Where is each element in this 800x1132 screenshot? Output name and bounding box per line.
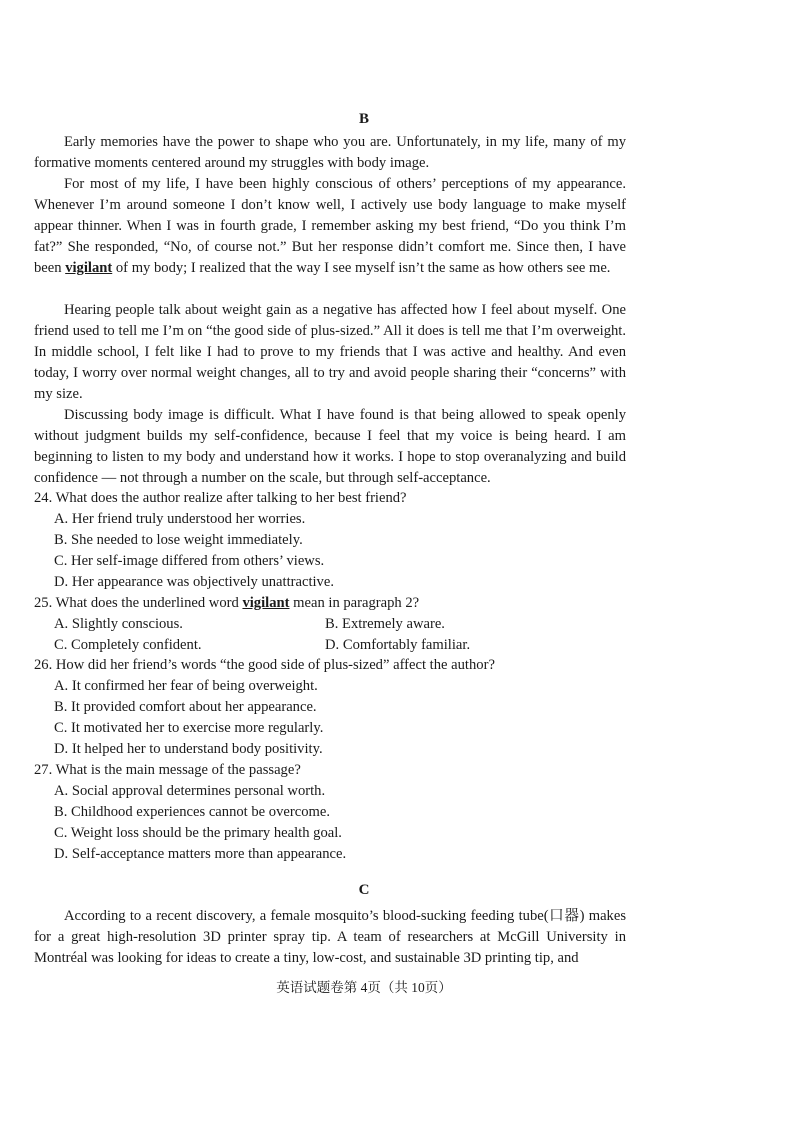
passage-b-paragraph-3: Hearing people talk about weight gain as a negative has affected how I feel about myself. One friend used to tell me I’m on “the good side of plus-sized.” All it does is tell me that I’m overweight. In middle school, I felt like I had to prove to my friends that I was active and healthy. And even today, I worry over normal weight changes, all to try and avoid people sharing their “concerns” with my size. xyxy=(34,302,626,402)
question-24-option-c: C. Her self-image differed from others’ views. xyxy=(54,553,325,569)
paragraph-2-text-start: For most of my life, I have been highly conscious of others’ perceptions of my appearance. Whenever I’m around someone I don’t know well, I actively use body language to make myself appear thinner. When I was in fourth grade, I remember asking my best friend, “Do you think I’m fat?” She responded, “No, of course not.” But her response didn’t comfort me. Since then, I have been xyxy=(34,176,626,276)
question-25-option-a: A. Slightly conscious. xyxy=(54,616,183,632)
question-27-stem: 27. What is the main message of the passage? xyxy=(34,762,301,778)
section-c-heading: C xyxy=(358,882,370,898)
section-b-heading: B xyxy=(358,111,369,127)
passage-b-paragraph-2 xyxy=(34,174,626,279)
question-27-option-a: A. Social approval determines personal worth. xyxy=(54,783,326,799)
passage-b-paragraph-4: Discussing body image is difficult. What I have found is that being allowed to speak openly without judgment builds my self-confidence, because I feel that my voice is being heard. I am beginning to listen to my body and understand how it works. I hope to stop overanalyzing and build confidence — not through a number on the scale, but through self-acceptance. xyxy=(34,407,626,486)
question-27-option-d: D. Self-acceptance matters more than appearance. xyxy=(54,846,347,862)
question-25-option-b: B. Extremely aware. xyxy=(325,616,445,632)
question-27-option-c: C. Weight loss should be the primary health goal. xyxy=(54,825,342,841)
underlined-word-vigilant: vigilant xyxy=(65,260,113,276)
passage-b-paragraph-1: Early memories have the power to shape who you are. Unfortunately, in my life, many of my formative moments centered around my struggles with body image. xyxy=(34,134,626,171)
question-26-option-b: B. It provided comfort about her appearance. xyxy=(54,699,317,715)
page-footer: 英语试题卷第 4页（共 10页） xyxy=(276,980,452,995)
question-26-option-a: A. It confirmed her fear of being overweight. xyxy=(54,678,318,694)
question-25-option-c: C. Completely confident. xyxy=(54,637,202,653)
question-27-option-b: B. Childhood experiences cannot be overcome. xyxy=(54,804,330,820)
question-26-stem: 26. How did her friend’s words “the good side of plus-sized” affect the author? xyxy=(34,657,495,673)
question-25-stem xyxy=(34,593,634,614)
question-24-stem: 24. What does the author realize after talking to her best friend? xyxy=(34,490,407,506)
question-25-stem-end: mean in paragraph 2? xyxy=(289,595,420,611)
question-25-option-d: D. Comfortably familiar. xyxy=(325,637,471,653)
question-26-option-d: D. It helped her to understand body positivity. xyxy=(54,741,323,757)
question-25-underlined-word: vigilant xyxy=(242,595,290,611)
paragraph-2-text-end: of my body; I realized that the way I see myself isn’t the same as how others see me. xyxy=(112,260,611,276)
question-24-option-a: A. Her friend truly understood her worries. xyxy=(54,511,306,527)
question-25-stem-start: 25. What does the underlined word xyxy=(34,595,243,611)
question-24-option-d: D. Her appearance was objectively unattractive. xyxy=(54,574,334,590)
question-26-option-c: C. It motivated her to exercise more regularly. xyxy=(54,720,324,736)
question-24-option-b: B. She needed to lose weight immediately. xyxy=(54,532,303,548)
passage-c-paragraph-1: According to a recent discovery, a female mosquito’s blood-sucking feeding tube(口器) makes for a great high-resolution 3D printer spray tip. A team of researchers at McGill University in Montréal was looking for ideas to create a tiny, low-cost, and sustainable 3D printing tip, and xyxy=(34,908,626,966)
